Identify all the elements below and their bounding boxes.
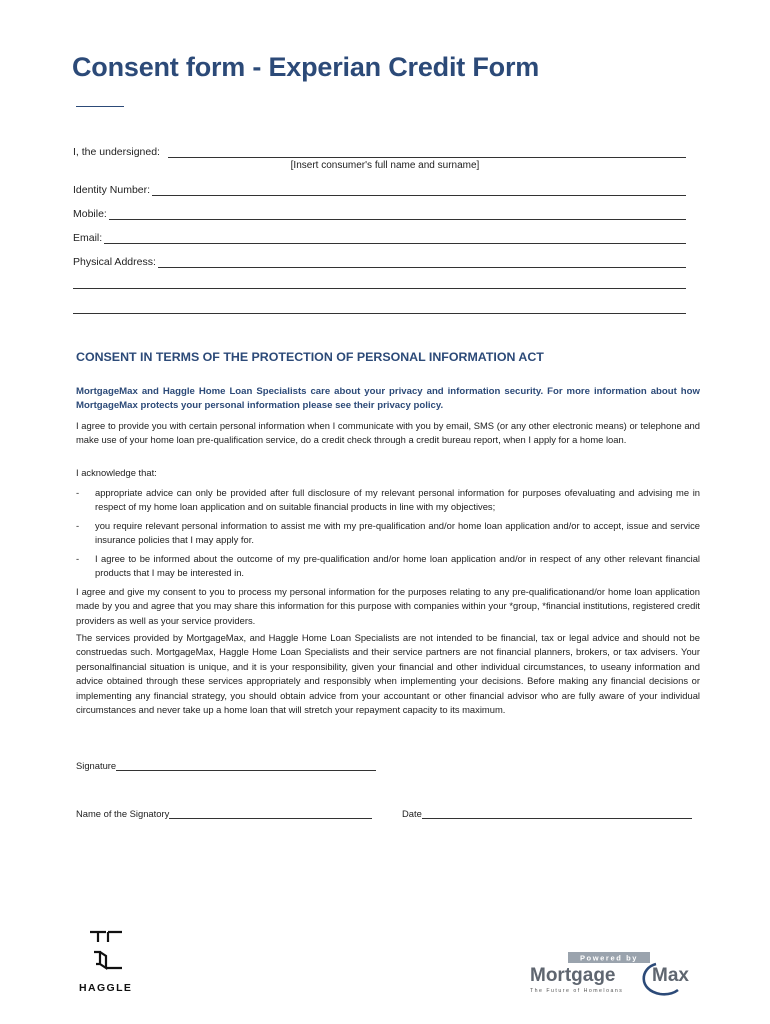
- signatory-name-label: Name of the Signatory: [76, 808, 170, 819]
- intro-paragraph: MortgageMax and Haggle Home Loan Specialists care about your privacy and information security. For more information about how MortgageMax protects your personal information please see their privacy policy.: [76, 386, 700, 412]
- bullet-dash: -: [76, 553, 80, 564]
- address-field[interactable]: [73, 256, 686, 268]
- undersigned-hint-text: [Insert consumer's full name and surname]: [290, 160, 480, 171]
- date-line[interactable]: [422, 810, 692, 819]
- title-underline: [76, 106, 124, 107]
- bullet-item-3: [76, 552, 700, 581]
- bullet-item-2: [76, 519, 700, 548]
- undersigned-line[interactable]: [168, 149, 686, 158]
- identity-line[interactable]: [152, 187, 686, 196]
- address-line-3[interactable]: [73, 313, 686, 314]
- signatory-name-line[interactable]: [169, 810, 372, 819]
- undersigned-field[interactable]: [73, 146, 686, 158]
- email-field[interactable]: [73, 232, 686, 244]
- undersigned-hint: [0, 160, 770, 171]
- bullet-text: appropriate advice can only be provided after full disclosure of my relevant personal information for purposes ofevaluating and advising me in respect of my home loan application and on suitable financial products in line with my objectives;: [95, 487, 700, 513]
- email-line[interactable]: [104, 235, 686, 244]
- mortgagemax-logo-icon: [528, 952, 696, 998]
- form-title: Consent form - Experian Credit Form: [72, 52, 540, 82]
- signature-line[interactable]: [116, 762, 376, 771]
- signatory-name-field[interactable]: [76, 808, 372, 819]
- mobile-label: Mobile:: [73, 208, 107, 220]
- powered-by-text: Powered by: [579, 953, 639, 963]
- max-text: Max: [652, 965, 689, 986]
- consent-process-paragraph: I agree and give my consent to you to process my personal information for the purposes relating to any pre-qualificationand/or home loan application made by you and agree that you may share this information for this purpose with companies within your *group, *financial institutions, registered credit providers as well as your service providers.: [76, 586, 700, 626]
- acknowledge-paragraph: I acknowledge that:: [76, 467, 157, 478]
- mortgage-text: Mortgage: [530, 965, 616, 986]
- bullet-item-1: [76, 486, 700, 515]
- signature-label: Signature: [76, 760, 117, 771]
- email-label: Email:: [73, 232, 103, 244]
- address-label: Physical Address:: [73, 256, 156, 268]
- bullet-text: I agree to be informed about the outcome of my pre-qualification and/or home loan application and/or in respect of any other relevant financial products that I may be interested in.: [95, 553, 700, 579]
- mobile-line[interactable]: [109, 211, 686, 220]
- bullet-dash: -: [76, 520, 80, 531]
- identity-label: Identity Number:: [73, 184, 151, 196]
- mobile-field[interactable]: [73, 208, 686, 220]
- date-label: Date: [402, 808, 422, 819]
- disclaimer-paragraph: The services provided by MortgageMax, and Haggle Home Loan Specialists are not intended to be financial, tax or legal advice and should not be construedas such. MortgageMax, Haggle Home Loan Specialists and their service partners are not financial planners, brokers, or tax advisers. Your personalfinancial situation is unique, and it is your responsibility, given your financial and other individual circumstances, to useany information and advice obtained through these services appropriately and responsibly when implementing your decisions. Before making any financial decisions or implementing any financial strategy, you should obtain advice from your accountant or other financial advisor who are fully aware of your individual circumstances and never take up a home loan that will stretch your repayment capacity to its maximum.: [76, 632, 700, 716]
- bullet-dash: -: [76, 487, 80, 498]
- address-line-2[interactable]: [73, 288, 686, 289]
- haggle-logo-text: HAGGLE: [79, 982, 133, 994]
- identity-field[interactable]: [73, 184, 686, 196]
- agree-provide-paragraph: I agree to provide you with certain personal information when I communicate with you by email, SMS (or any other electronic means) or telephone and make use of your home loan pre-qualification service, do a credit check through a credit bureau report, when I apply for a home loan.: [76, 420, 700, 446]
- address-line[interactable]: [158, 259, 686, 268]
- undersigned-label: I, the undersigned:: [73, 146, 160, 158]
- section-heading: CONSENT IN TERMS OF THE PROTECTION OF PERSONAL INFORMATION ACT: [76, 350, 544, 364]
- signature-field[interactable]: [76, 760, 376, 771]
- date-field[interactable]: [402, 808, 692, 819]
- bullet-text: you require relevant personal information to assist me with my pre-qualification and/or home loan application and/or to accept, issue and service insurance policies that I may apply for.: [95, 520, 700, 546]
- tagline-text: The Future of Homeloans: [530, 988, 624, 994]
